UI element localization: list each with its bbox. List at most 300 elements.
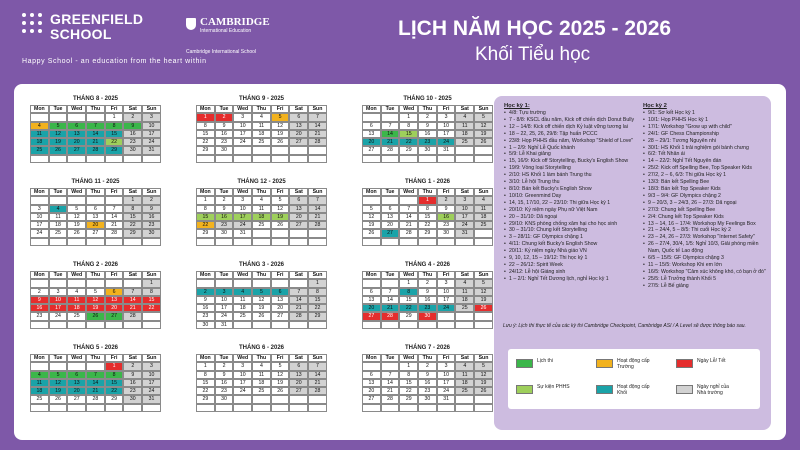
empty-cell [418, 238, 437, 246]
day-cell: 25 [455, 138, 474, 146]
month-calendar [30, 178, 161, 246]
day-cell: 14 [381, 296, 400, 304]
day-cell: 9 [196, 296, 215, 304]
empty-cell [86, 196, 105, 204]
day-cell: 23 [123, 387, 142, 395]
empty-cell [474, 312, 493, 320]
day-cell: 29 [196, 229, 215, 237]
empty-cell [49, 196, 68, 204]
logo-dots-icon [22, 13, 42, 33]
event-item: • 24/12: Lễ hội Giáng sinh [504, 269, 640, 276]
day-cell: 6 [271, 288, 290, 296]
weekday-header: Thu [418, 188, 437, 196]
legend-label: Ngày Lễ/ Tết [697, 358, 726, 364]
day-cell: 25 [455, 304, 474, 312]
day-cell: 20 [86, 221, 105, 229]
event-item: • 23 – 24, 26 – 27/3: Workshop "Internet Safety" [643, 234, 767, 241]
day-cell: 22 [399, 387, 418, 395]
empty-cell [142, 238, 161, 246]
weekday-header: Thu [252, 188, 271, 196]
day-cell: 4 [252, 196, 271, 204]
day-cell: 18 [252, 379, 271, 387]
empty-cell [381, 113, 400, 121]
day-cell: 7 [86, 371, 105, 379]
empty-cell [49, 279, 68, 287]
event-item: • 20 – 31/10: Dã ngoại [504, 214, 640, 221]
empty-cell [142, 312, 161, 320]
day-cell: 11 [455, 122, 474, 130]
day-cell: 28 [308, 221, 327, 229]
day-cell: 28 [308, 138, 327, 146]
empty-cell [474, 395, 493, 403]
empty-cell [474, 155, 493, 163]
empty-cell [362, 404, 381, 412]
day-cell: 1 [196, 196, 215, 204]
empty-cell [67, 196, 86, 204]
semester2-column [643, 103, 767, 290]
weekday-header: Tue [381, 271, 400, 279]
day-cell: 25 [67, 312, 86, 320]
cambridge-name: CAMBRIDGE [200, 16, 270, 28]
weekday-header: Sun [308, 271, 327, 279]
event-item: • 1 – 2/1: Nghỉ Tết Dương lịch, nghỉ Học kỳ 1 [504, 276, 640, 283]
day-cell: 11 [455, 288, 474, 296]
weekday-header: Sat [123, 354, 142, 362]
day-cell: 10 [142, 122, 161, 130]
event-item: • 30 – 31/10: Chung kết Storytelling [504, 227, 640, 234]
weekday-header: Fri [271, 105, 290, 113]
event-item: • 4/11: Chung kết Bucky's English Show [504, 241, 640, 248]
day-cell: 26 [474, 304, 493, 312]
day-cell: 13 [289, 205, 308, 213]
month-grid [30, 271, 161, 329]
month-title: THÁNG 2 - 2026 [72, 262, 118, 268]
weekday-header: Fri [437, 188, 456, 196]
day-cell: 16 [418, 296, 437, 304]
day-cell: 20 [105, 304, 124, 312]
empty-cell [86, 279, 105, 287]
empty-cell [233, 395, 252, 403]
day-cell: 1 [105, 113, 124, 121]
day-cell: 6 [289, 113, 308, 121]
day-cell: 27 [271, 312, 290, 320]
month-grid [196, 271, 327, 329]
empty-cell [252, 146, 271, 154]
slogan: Happy School - an education from the heart within [22, 58, 207, 65]
month-grid [30, 105, 161, 163]
day-cell: 26 [252, 312, 271, 320]
day-cell: 26 [271, 387, 290, 395]
day-cell: 22 [196, 387, 215, 395]
day-cell: 5 [67, 205, 86, 213]
day-cell: 3 [215, 288, 234, 296]
empty-cell [455, 238, 474, 246]
day-cell: 6 [289, 362, 308, 370]
day-cell: 3 [30, 205, 49, 213]
weekday-header: Sat [289, 354, 308, 362]
day-cell: 13 [362, 130, 381, 138]
empty-cell [252, 404, 271, 412]
day-cell: 13 [289, 371, 308, 379]
empty-cell [123, 279, 142, 287]
empty-cell [30, 155, 49, 163]
day-cell: 21 [308, 130, 327, 138]
empty-cell [30, 362, 49, 370]
weekday-header: Sun [308, 105, 327, 113]
page-title: LỊCH NĂM HỌC 2025 - 2026 [398, 17, 672, 40]
day-cell: 9 [30, 296, 49, 304]
event-item: • 20/10: Kỷ niệm ngày Phụ nữ Việt Nam [504, 207, 640, 214]
weekday-header: Fri [105, 271, 124, 279]
day-cell: 26 [49, 146, 68, 154]
empty-cell [67, 238, 86, 246]
empty-cell [381, 155, 400, 163]
weekday-header: Sun [474, 188, 493, 196]
day-cell: 2 [418, 362, 437, 370]
day-cell: 6 [67, 371, 86, 379]
semester1-heading: Học kỳ 1: [504, 103, 530, 109]
month-calendar [30, 261, 161, 329]
day-cell: 11 [30, 130, 49, 138]
day-cell: 5 [474, 362, 493, 370]
day-cell: 4 [252, 362, 271, 370]
day-cell: 17 [142, 130, 161, 138]
day-cell: 16 [215, 130, 234, 138]
day-cell: 8 [105, 122, 124, 130]
weekday-header: Mon [196, 271, 215, 279]
day-cell: 17 [215, 304, 234, 312]
legend-label: Hoạt động cấp Trường [617, 358, 650, 370]
empty-cell [437, 155, 456, 163]
day-cell: 19 [271, 130, 290, 138]
day-cell: 7 [381, 288, 400, 296]
empty-cell [362, 362, 381, 370]
day-cell: 27 [362, 146, 381, 154]
day-cell: 22 [418, 221, 437, 229]
weekday-header: Wed [399, 188, 418, 196]
day-cell: 30 [215, 395, 234, 403]
day-cell: 29 [196, 146, 215, 154]
empty-cell [308, 146, 327, 154]
empty-cell [123, 238, 142, 246]
day-cell: 22 [196, 138, 215, 146]
day-cell: 27 [362, 312, 381, 320]
weekday-header: Sat [123, 271, 142, 279]
day-cell: 29 [399, 146, 418, 154]
day-cell: 12 [474, 371, 493, 379]
weekday-header: Sat [289, 188, 308, 196]
day-cell: 22 [142, 304, 161, 312]
day-cell: 13 [362, 379, 381, 387]
empty-cell [123, 404, 142, 412]
weekday-header: Fri [437, 354, 456, 362]
month-grid [362, 271, 493, 329]
day-cell: 13 [86, 213, 105, 221]
month-grid [196, 188, 327, 246]
empty-cell [196, 279, 215, 287]
day-cell: 24 [233, 138, 252, 146]
empty-cell [233, 321, 252, 329]
day-cell: 29 [196, 395, 215, 403]
day-cell: 3 [142, 362, 161, 370]
weekday-header: Sun [474, 105, 493, 113]
empty-cell [437, 404, 456, 412]
legend-swatch [596, 359, 613, 368]
day-cell: 25 [49, 229, 68, 237]
notes-panel [494, 96, 771, 430]
day-cell: 19 [49, 387, 68, 395]
day-cell: 11 [49, 213, 68, 221]
month-grid [362, 105, 493, 163]
empty-cell [123, 321, 142, 329]
month-title: THÁNG 11 - 2025 [71, 179, 120, 185]
day-cell: 20 [381, 221, 400, 229]
event-item: • 16/5: Workshop "Cảm xúc không khó, có bạn ở đó" [643, 269, 767, 276]
day-cell: 7 [105, 205, 124, 213]
weekday-header: Sun [142, 188, 161, 196]
day-cell: 7 [308, 362, 327, 370]
day-cell: 9 [418, 371, 437, 379]
weekday-header: Tue [215, 188, 234, 196]
weekday-header: Sat [289, 105, 308, 113]
day-cell: 1 [196, 113, 215, 121]
event-item: • 3/10: Lễ hội Trung thu [504, 179, 640, 186]
legend-item [516, 357, 578, 373]
day-cell: 14 [123, 296, 142, 304]
empty-cell [252, 238, 271, 246]
weekday-header: Fri [271, 271, 290, 279]
day-cell: 1 [418, 196, 437, 204]
day-cell: 24 [437, 387, 456, 395]
day-cell: 17 [455, 213, 474, 221]
empty-cell [271, 238, 290, 246]
empty-cell [271, 279, 290, 287]
day-cell: 26 [67, 229, 86, 237]
event-item: • 3 – 28/11: GF Olympics chặng 1 [504, 234, 640, 241]
event-item: • 25/2: Kick off Spelling Bee, Top Speaker Kids [643, 165, 767, 172]
day-cell: 15 [196, 213, 215, 221]
day-cell: 17 [30, 221, 49, 229]
day-cell: 14 [399, 213, 418, 221]
empty-cell [437, 321, 456, 329]
weekday-header: Tue [49, 354, 68, 362]
day-cell: 8 [196, 205, 215, 213]
header [0, 0, 800, 80]
event-item: • 9 – 20/3, 3 – 24/3, 26 – 27/3: Dã ngoại [643, 200, 767, 207]
empty-cell [271, 155, 290, 163]
empty-cell [308, 395, 327, 403]
empty-cell [49, 404, 68, 412]
weekday-header: Tue [381, 188, 400, 196]
day-cell: 18 [252, 130, 271, 138]
day-cell: 14 [381, 379, 400, 387]
day-cell: 25 [233, 312, 252, 320]
day-cell: 2 [437, 196, 456, 204]
empty-cell [86, 238, 105, 246]
day-cell: 4 [67, 288, 86, 296]
exam-note: Lưu ý: Lịch thi thực tế của các kỳ thi Cambridge Checkpoint, Cambridge ASI / A Level sẽ được thông báo sau. [503, 323, 746, 329]
day-cell: 8 [142, 288, 161, 296]
weekday-header: Thu [252, 354, 271, 362]
day-cell: 5 [49, 122, 68, 130]
day-cell: 5 [49, 371, 68, 379]
day-cell: 5 [474, 279, 493, 287]
day-cell: 3 [455, 196, 474, 204]
weekday-header: Fri [437, 271, 456, 279]
day-cell: 11 [252, 371, 271, 379]
day-cell: 22 [308, 304, 327, 312]
day-cell: 4 [455, 113, 474, 121]
day-cell: 14 [289, 296, 308, 304]
day-cell: 10 [233, 371, 252, 379]
empty-cell [142, 321, 161, 329]
empty-cell [49, 155, 68, 163]
weekday-header: Sun [474, 271, 493, 279]
empty-cell [362, 196, 381, 204]
day-cell: 5 [271, 362, 290, 370]
day-cell: 15 [308, 296, 327, 304]
day-cell: 21 [308, 213, 327, 221]
day-cell: 2 [30, 288, 49, 296]
day-cell: 2 [215, 362, 234, 370]
day-cell: 15 [105, 130, 124, 138]
day-cell: 29 [308, 312, 327, 320]
legend-item [596, 383, 658, 399]
day-cell: 23 [142, 221, 161, 229]
event-item: • 10/1: Họp PHHS Học kỳ 1 [643, 117, 767, 124]
month-calendar [30, 95, 161, 163]
weekday-header: Mon [30, 188, 49, 196]
day-cell: 14 [381, 130, 400, 138]
empty-cell [252, 229, 271, 237]
empty-cell [271, 229, 290, 237]
day-cell: 1 [196, 362, 215, 370]
day-cell: 16 [215, 379, 234, 387]
weekday-header: Thu [418, 105, 437, 113]
weekday-header: Wed [233, 188, 252, 196]
empty-cell [308, 321, 327, 329]
weekday-header: Sat [455, 188, 474, 196]
day-cell: 4 [252, 113, 271, 121]
empty-cell [105, 196, 124, 204]
day-cell: 27 [289, 138, 308, 146]
empty-cell [362, 279, 381, 287]
day-cell: 15 [399, 379, 418, 387]
day-cell: 23 [418, 138, 437, 146]
weekday-header: Wed [233, 271, 252, 279]
day-cell: 6 [362, 122, 381, 130]
day-cell: 20 [67, 138, 86, 146]
empty-cell [271, 395, 290, 403]
empty-cell [233, 238, 252, 246]
event-item: • 1 – 2/9: Nghỉ Lễ Quốc khánh [504, 145, 640, 152]
day-cell: 31 [437, 395, 456, 403]
event-item: • 24/1: GF Chess Championship [643, 131, 767, 138]
day-cell: 30 [123, 395, 142, 403]
day-cell: 19 [474, 379, 493, 387]
school-name-line1: GREENFIELD [50, 11, 144, 27]
day-cell: 3 [142, 113, 161, 121]
empty-cell [49, 113, 68, 121]
empty-cell [455, 146, 474, 154]
day-cell: 25 [30, 395, 49, 403]
school-name [50, 12, 190, 42]
day-cell: 15 [105, 379, 124, 387]
event-item: • 14, 15, 17/10, 22 – 23/10: Thi giữa Học kỳ 1 [504, 200, 640, 207]
day-cell: 29 [418, 229, 437, 237]
empty-cell [289, 279, 308, 287]
weekday-header: Sat [123, 188, 142, 196]
day-cell: 29 [399, 312, 418, 320]
empty-cell [105, 404, 124, 412]
empty-cell [308, 238, 327, 246]
weekday-header: Thu [252, 105, 271, 113]
day-cell: 8 [399, 288, 418, 296]
day-cell: 24 [215, 312, 234, 320]
day-cell: 3 [233, 362, 252, 370]
empty-cell [67, 155, 86, 163]
day-cell: 18 [30, 138, 49, 146]
empty-cell [252, 321, 271, 329]
day-cell: 30 [418, 146, 437, 154]
day-cell: 13 [381, 213, 400, 221]
day-cell: 26 [86, 312, 105, 320]
event-item: • 30/1: HS Khối 1 trải nghiệm gói bánh chưng [643, 145, 767, 152]
empty-cell [196, 238, 215, 246]
event-item: • 7 - 8/8: KSCL đầu năm, Kick off chiến dịch Donut Bully [504, 117, 640, 124]
day-cell: 10 [455, 205, 474, 213]
empty-cell [233, 146, 252, 154]
day-cell: 29 [123, 229, 142, 237]
day-cell: 9 [418, 288, 437, 296]
day-cell: 8 [399, 371, 418, 379]
day-cell: 7 [308, 196, 327, 204]
day-cell: 25 [252, 387, 271, 395]
day-cell: 11 [252, 205, 271, 213]
day-cell: 16 [437, 213, 456, 221]
empty-cell [30, 321, 49, 329]
empty-cell [381, 238, 400, 246]
empty-cell [49, 321, 68, 329]
weekday-header: Tue [381, 354, 400, 362]
event-item: • 22 – 26/12: Spirit Week [504, 262, 640, 269]
legend-item [676, 357, 738, 373]
weekday-header: Sat [455, 354, 474, 362]
day-cell: 10 [437, 288, 456, 296]
day-cell: 29 [105, 146, 124, 154]
event-item: • 9/1: Sơ kết Học kỳ 1 [643, 110, 767, 117]
day-cell: 22 [399, 304, 418, 312]
empty-cell [474, 321, 493, 329]
day-cell: 13 [362, 296, 381, 304]
day-cell: 4 [30, 122, 49, 130]
day-cell: 20 [362, 387, 381, 395]
month-title: THÁNG 10 - 2025 [403, 96, 452, 102]
empty-cell [308, 404, 327, 412]
weekday-header: Sun [142, 105, 161, 113]
weekday-header: Wed [399, 105, 418, 113]
day-cell: 21 [123, 304, 142, 312]
empty-cell [362, 321, 381, 329]
day-cell: 23 [196, 312, 215, 320]
weekday-header: Mon [362, 354, 381, 362]
day-cell: 25 [30, 146, 49, 154]
day-cell: 15 [399, 130, 418, 138]
empty-cell [86, 321, 105, 329]
weekday-header: Sat [123, 105, 142, 113]
weekday-header: Tue [49, 271, 68, 279]
day-cell: 14 [308, 205, 327, 213]
